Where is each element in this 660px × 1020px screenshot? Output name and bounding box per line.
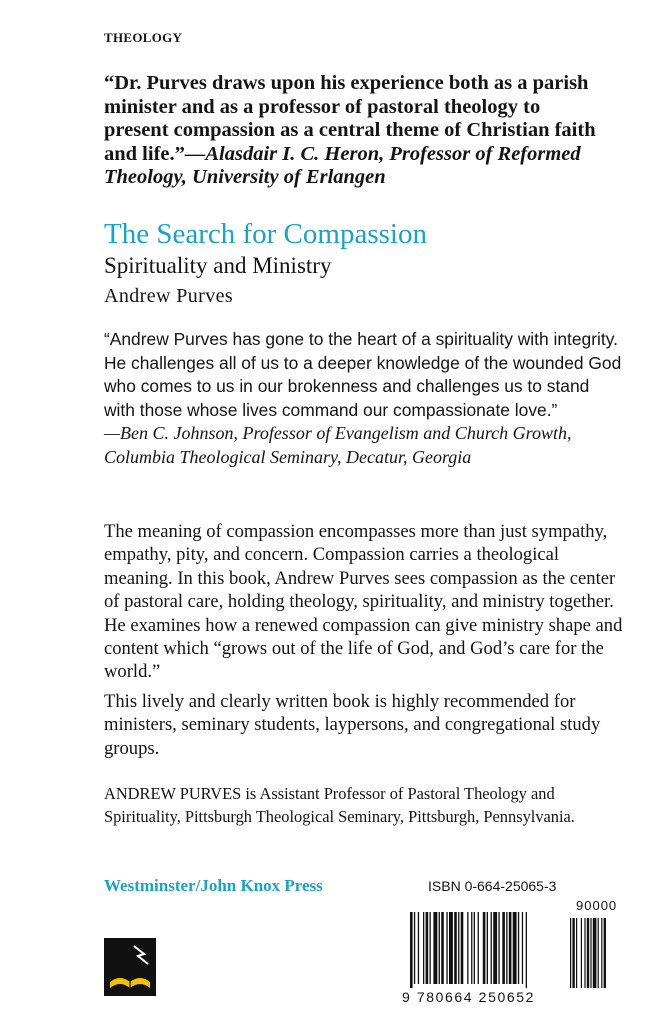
barcode-bar <box>418 912 419 984</box>
barcode-addon-bar <box>570 918 571 988</box>
barcode-addon-bar <box>604 918 606 988</box>
barcode-addon-bar <box>584 918 585 988</box>
barcode-addon-bar <box>581 918 582 988</box>
barcode-bar <box>439 912 440 984</box>
barcode-bar <box>414 912 415 984</box>
barcode-addon-bar <box>593 918 597 988</box>
open-book-lamp-icon <box>104 938 156 996</box>
barcode-bar <box>526 912 527 988</box>
barcode-bar <box>518 912 519 984</box>
barcode-bar <box>423 912 424 984</box>
barcode-bar <box>426 912 429 984</box>
barcode-bar <box>498 912 499 984</box>
barcode-bar <box>467 912 468 984</box>
book-subtitle: Spirituality and Ministry <box>104 253 332 278</box>
barcode-bar <box>513 912 517 984</box>
barcode-bar <box>493 912 497 984</box>
endorsement-quote-1 <box>104 72 604 190</box>
barcode-bar <box>506 912 507 984</box>
barcode-main-digits: 9 780664 250652 <box>402 989 535 1005</box>
barcode-addon-bar <box>576 918 577 988</box>
barcode-bar <box>483 912 486 984</box>
barcode-bar <box>487 912 488 984</box>
barcode-bar <box>471 912 472 984</box>
barcode-bar <box>474 912 475 984</box>
book-description: The meaning of compassion encompasses more than just sympathy, empathy, pity, and concern. Compassion carries a theological meaning. In this book, Andrew Purves sees compassion as the center of pastoral care, holding theology, spirituality, and ministry together. He examines how a renewed compassion can give ministry shape and content which “grows out of the life of God, and God’s care for the world.” <box>104 521 623 683</box>
barcode-bar <box>430 912 431 984</box>
barcode-addon-bar <box>598 918 599 988</box>
quote-2-text: “Andrew Purves has gone to the heart of a spirituality with integrity. He challenges all of us to a deeper knowledge of the wounded God who comes to us in our brokenness and challenges us to stand with those whose lives command our compassionate love.” <box>104 329 622 420</box>
book-author: Andrew Purves <box>104 285 234 307</box>
isbn-number: ISBN 0-664-25065-3 <box>428 878 557 894</box>
barcode-bar <box>502 912 505 984</box>
book-recommendation: This lively and clearly written book is highly recommended for ministers, seminary students, laypersons, and congregational study groups. <box>104 691 601 759</box>
barcode-bar <box>449 912 453 984</box>
quote-2-attribution: —Ben C. Johnson, Professor of Evangelism and Church Growth, Columbia Theological Seminary, Decatur, Georgia <box>104 423 572 467</box>
barcode-addon-bar <box>590 918 591 988</box>
category-label: THEOLOGY <box>104 30 183 45</box>
barcode-bar <box>458 912 459 984</box>
barcode-bar <box>461 912 464 984</box>
book-title: The Search for Compassion <box>104 218 427 250</box>
barcode-bar <box>410 912 413 988</box>
publisher-name: Westminster/John Knox Press <box>104 876 323 895</box>
barcode-bar <box>433 912 437 984</box>
barcode-bar <box>441 912 444 984</box>
barcode-bar <box>446 912 447 984</box>
author-bio: ANDREW PURVES is Assistant Professor of Pastoral Theology and Spirituality, Pittsburgh Theological Seminary, Pittsburgh, Pennsylvania. <box>104 784 575 827</box>
barcode-addon-bar <box>572 918 574 988</box>
quote-1-text: “Dr. Purves draws upon his experience both as a parish minister and as a professor of pastoral theology to present compassion as a central theme of Christian faith and life.” <box>104 72 596 165</box>
barcode-bar <box>478 912 479 984</box>
endorsement-quote-2 <box>104 328 624 469</box>
barcode-bar <box>509 912 512 984</box>
barcode-bar <box>522 912 523 984</box>
barcode-bar <box>454 912 457 984</box>
barcode-bar <box>491 912 492 984</box>
barcode-addon-digits: 90000 <box>576 898 618 913</box>
quote-1-attribution: —Alasdair I. C. Heron, Professor of Reformed Theology, University of Erlangen <box>104 142 581 188</box>
barcode-addon-bar <box>601 918 602 988</box>
barcode-addon-bar <box>587 918 589 988</box>
